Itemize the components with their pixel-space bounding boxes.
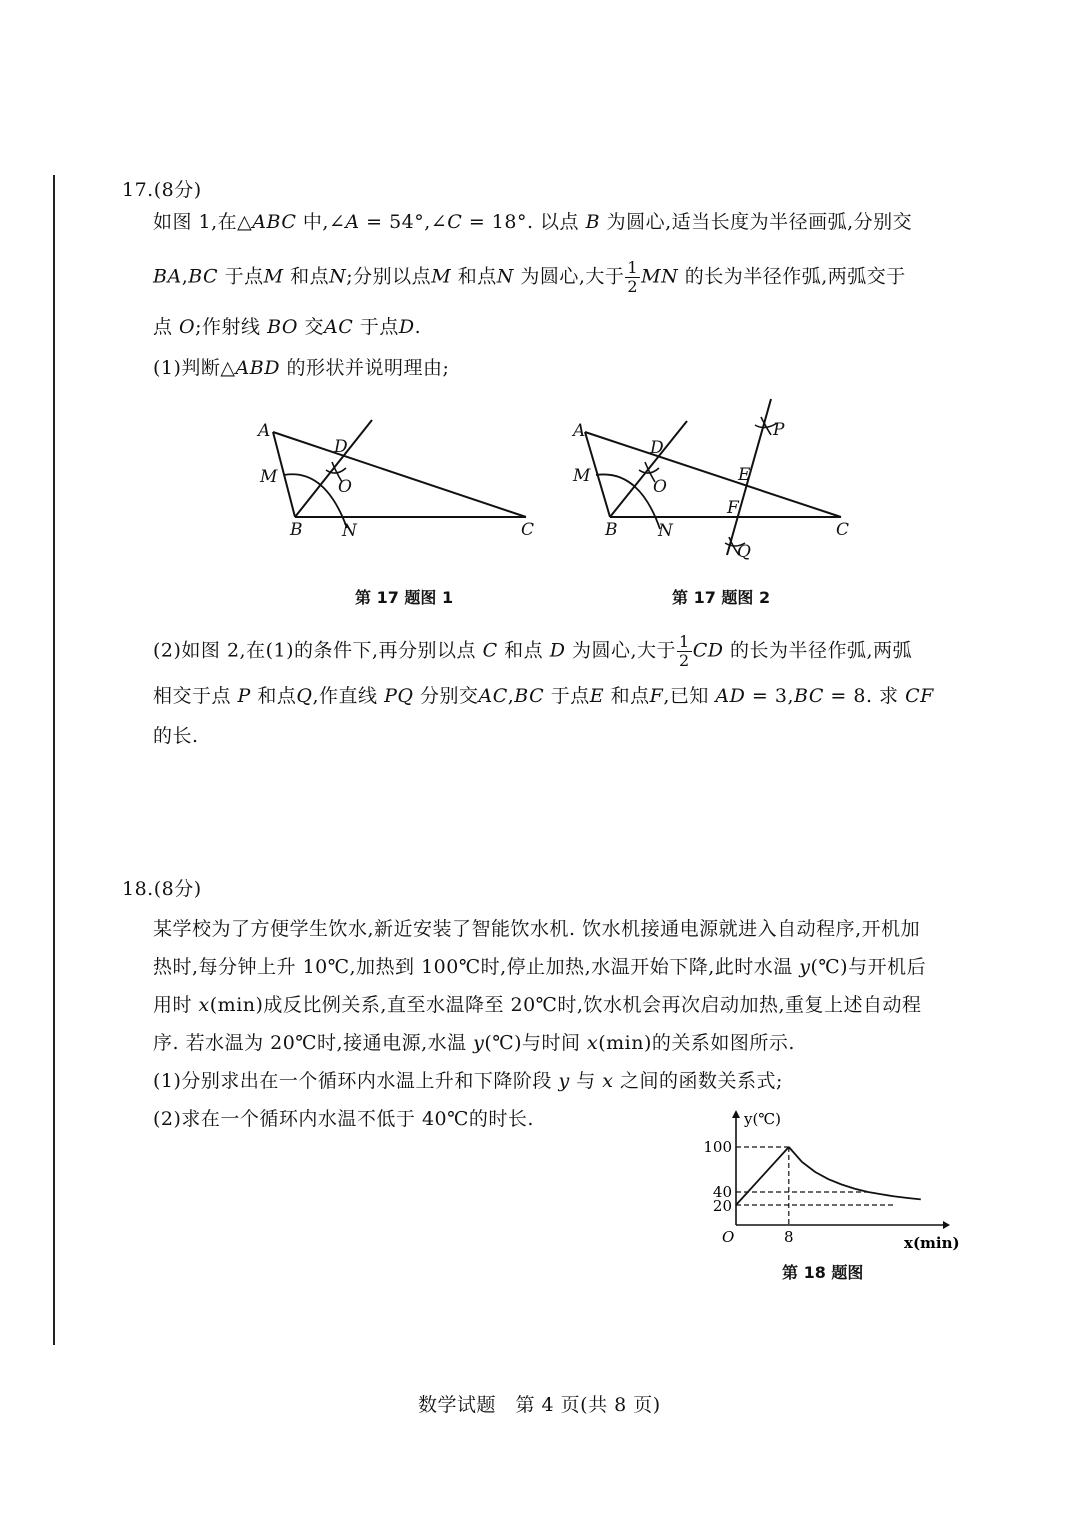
series-heating-line bbox=[736, 1147, 789, 1205]
label-q: Q bbox=[737, 542, 751, 562]
q17-part2-line3: 的长. bbox=[153, 725, 199, 747]
label-o: O bbox=[338, 477, 352, 497]
q18-part1: (1)分别求出在一个循环内水温上升和下降阶段 y 与 x 之间的函数关系式; bbox=[153, 1070, 783, 1092]
label-m: M bbox=[573, 466, 591, 486]
y-tick-label-100: 100 bbox=[703, 1138, 732, 1156]
label-o: O bbox=[653, 477, 667, 497]
y-tick-label-40: 40 bbox=[712, 1183, 732, 1201]
q17-figure-1 bbox=[250, 410, 550, 545]
q17-figure-2 bbox=[565, 395, 865, 565]
label-c: C bbox=[521, 520, 535, 540]
q17-intro-line2: BA,BC 于点M 和点N;分别以点M 和点N 为圆心,大于 $\frac{1}{2}$ MN 的长为半径作弧,两弧交于 bbox=[153, 258, 906, 296]
q18-line4: 序. 若水温为 20℃时,接通电源,水温 y(℃)与时间 x(min)的关系如图所示. bbox=[153, 1032, 795, 1054]
label-n: N bbox=[342, 521, 357, 541]
q17-intro-line3: 点 O;作射线 BO 交AC 于点D. bbox=[153, 316, 422, 338]
label-d: D bbox=[334, 437, 348, 457]
label-m: M bbox=[260, 467, 278, 487]
q18-line1: 某学校为了方便学生饮水,新近安装了智能饮水机. 饮水机接通电源就进入自动程序,开机加 bbox=[153, 918, 921, 940]
q18-part2: (2)求在一个循环内水温不低于 40℃的时长. bbox=[153, 1108, 534, 1130]
q17-figure-1-caption: 第 17 题图 1 bbox=[355, 588, 454, 607]
label-a: A bbox=[258, 421, 271, 441]
q18-line2: 热时,每分钟上升 10℃,加热到 100℃时,停止加热,水温开始下降,此时水温 y(℃)与开机后 bbox=[153, 956, 927, 978]
q18-figure-caption: 第 18 题图 bbox=[782, 1263, 864, 1282]
ray-bo bbox=[295, 420, 372, 517]
label-c: C bbox=[836, 520, 850, 540]
q17-header: 17.(8分) bbox=[122, 179, 202, 201]
label-b: B bbox=[290, 520, 303, 540]
label-e: E bbox=[738, 465, 751, 485]
q18-line3: 用时 x(min)成反比例关系,直至水温降至 20℃时,饮水机会再次启动加热,重复上述自动程 bbox=[153, 994, 922, 1016]
x-axis-arrow bbox=[943, 1221, 950, 1229]
q17-intro-line1: 如图 1,在△ABC 中,∠A = 54°,∠C = 18°. 以点 B 为圆心,适当长度为半径画弧,分别交 bbox=[153, 211, 913, 233]
margin-line bbox=[53, 175, 55, 1345]
segment-ac bbox=[273, 432, 526, 517]
q17-part1: (1)判断△ABD 的形状并说明理由; bbox=[153, 357, 450, 379]
segment-ac bbox=[585, 432, 841, 517]
q17-part2-line1: (2)如图 2,在(1)的条件下,再分别以点 C 和点 D 为圆心,大于 $\frac{1}{2}$ CD 的长为半径作弧,两弧 bbox=[153, 632, 913, 670]
q17-figure-2-caption: 第 17 题图 2 bbox=[672, 588, 771, 607]
q18-header: 18.(8分) bbox=[122, 878, 202, 900]
fraction-half: $\frac{1}{2}$ bbox=[627, 258, 639, 296]
label-f: F bbox=[727, 498, 739, 518]
x-tick-label-8: 8 bbox=[784, 1228, 794, 1246]
q17-part2-line2: 相交于点 P 和点Q,作直线 PQ 分别交AC,BC 于点E 和点F,已知 AD = 3,BC = 8. 求 CF bbox=[153, 685, 934, 707]
label-b: B bbox=[605, 520, 618, 540]
page-footer: 数学试题 第 4 页(共 8 页) bbox=[418, 1394, 661, 1416]
fraction-half-2: $\frac{1}{2}$ bbox=[679, 632, 690, 670]
label-p: P bbox=[773, 420, 785, 440]
label-n: N bbox=[658, 521, 673, 541]
label-d: D bbox=[650, 438, 664, 458]
y-tick-label-20: 20 bbox=[712, 1197, 732, 1215]
x-axis-label: x(min) bbox=[904, 1234, 960, 1252]
y-axis-arrow bbox=[732, 1110, 740, 1118]
origin-label: O bbox=[722, 1228, 735, 1246]
label-a: A bbox=[573, 421, 586, 441]
y-axis-label: y(℃) bbox=[744, 1110, 781, 1128]
q18-chart bbox=[698, 1100, 960, 1260]
